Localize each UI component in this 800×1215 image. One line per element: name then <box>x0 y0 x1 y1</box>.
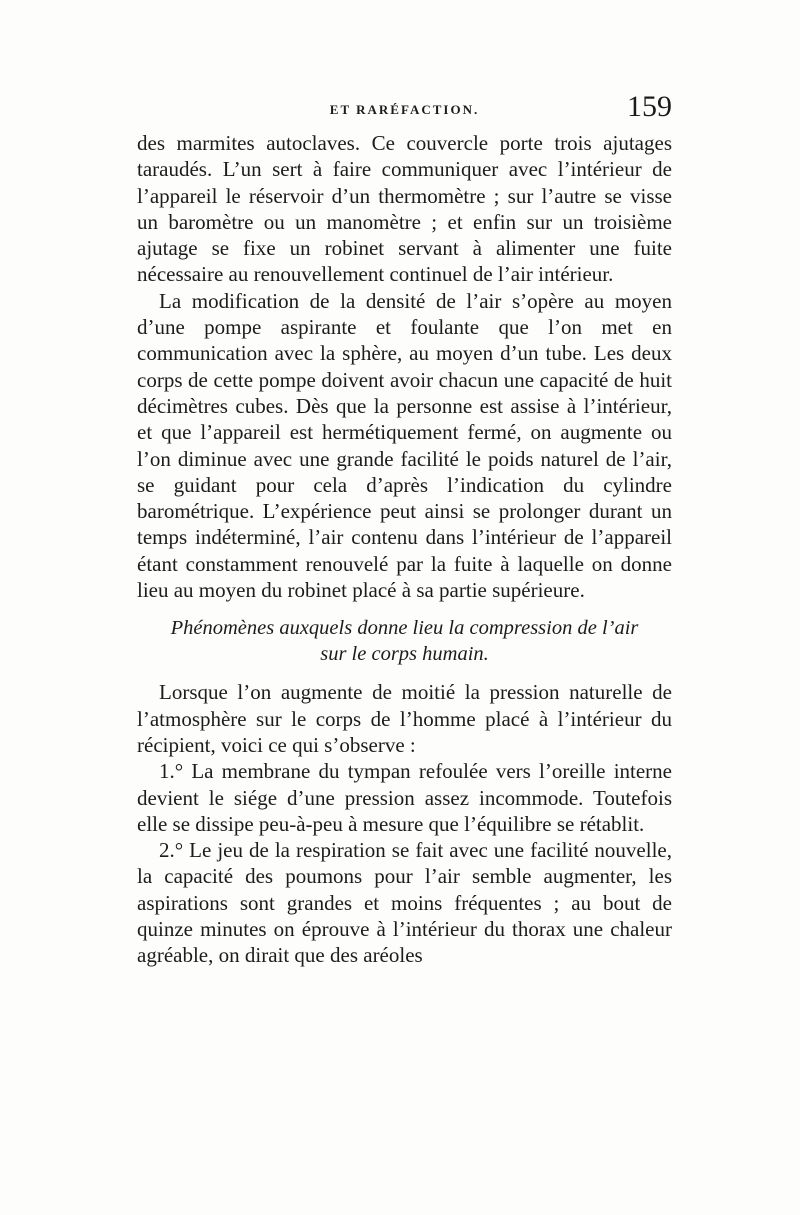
paragraph-item-1: 1.° La membrane du tympan refoulée vers l’oreille interne devient le siége d’une pression assez incommode. Toutefois elle se dissipe peu-à-peu à mesure que l’équilibre se rétablit. <box>137 759 672 836</box>
paragraph-continuation: des marmites autoclaves. Ce couvercle porte trois ajutages taraudés. L’un sert à faire communiquer avec l’intérieur de l’appareil le réservoir d’un thermomètre ; sur l’autre se visse un baromètre ou un manomètre ; et enfin sur un troisième ajutage se fixe un robinet servant à alimenter une fuite nécessaire au renouvellement continuel de l’air intérieur. <box>137 131 672 287</box>
paragraph-observation-intro: Lorsque l’on augmente de moitié la pression naturelle de l’atmosphère sur le corps de l’homme placé à l’intérieur du récipient, voici ce qui s’observe : <box>137 680 672 757</box>
running-title: ET RARÉFACTION. <box>329 102 480 117</box>
section-heading-line-1: Phénomènes auxquels donne lieu la compression de l’air <box>170 617 639 640</box>
paragraph-pump: La modification de la densité de l’air s’opère au moyen d’une pompe aspirante et foulante que l’on met en communication avec la sphère, au moyen d’un tube. Les deux corps de cette pompe doivent avoir chacun une capacité de huit décimètres cubes. Dès que la personne est assise à l’intérieur, et que l’appareil est hermétiquement fermé, on augmente ou l’on diminue avec une grande facilité le poids naturel de l’air, se guidant pour cela d’après l’indication du cylindre barométrique. L’expérience peut ainsi se prolonger durant un temps indéterminé, l’air contenu dans l’intérieur de l’appareil étant constamment renouvelé par la fuite à laquelle on donne lieu au moyen du robinet placé à sa partie supérieure. <box>137 288 672 603</box>
running-head <box>137 88 672 128</box>
paragraph-item-2: 2.° Le jeu de la respiration se fait avec une facilité nouvelle, la capacité des poumons pour l’air semble augmenter, les aspirations sont grandes et moins fréquentes ; au bout de quinze minutes on éprouve à l’intérieur du thorax une chaleur agréable, on dirait que des aréoles <box>137 838 672 968</box>
section-heading <box>137 615 672 667</box>
text-block <box>137 130 672 969</box>
page-number: 159 <box>627 90 672 123</box>
section-heading-line-2: sur le corps humain. <box>320 643 489 666</box>
